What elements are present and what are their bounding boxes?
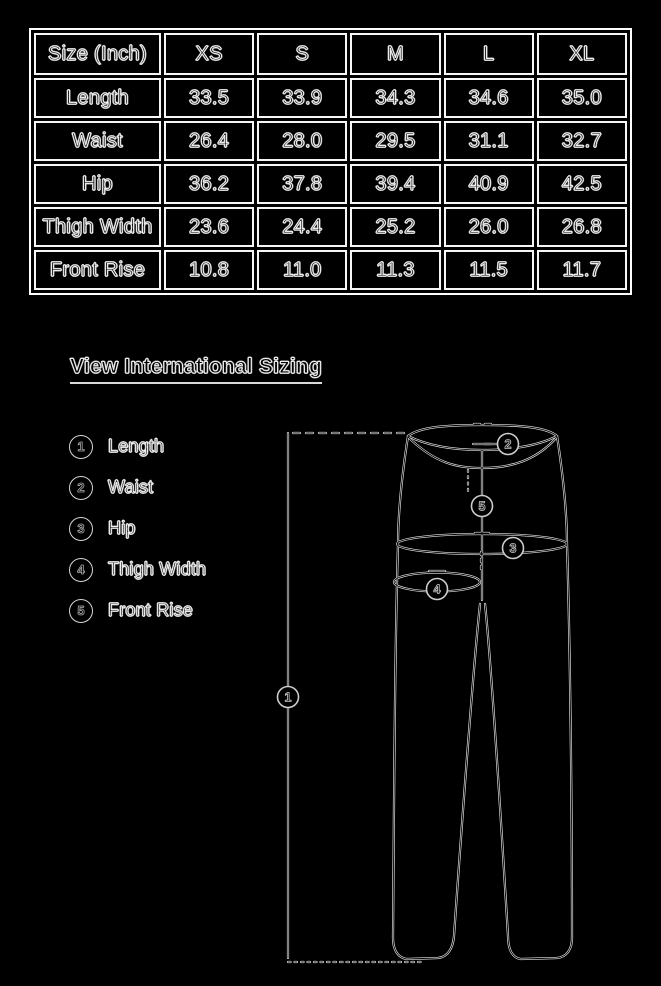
size-value-cell: 31.1 xyxy=(444,121,534,161)
size-value-cell: 34.6 xyxy=(444,78,534,118)
size-value-cell: 33.5 xyxy=(164,78,254,118)
legend-number: 1 xyxy=(77,439,85,454)
diagram-marker-hip xyxy=(503,538,524,559)
size-value-cell: 28.0 xyxy=(257,121,347,161)
size-value-cell: 24.4 xyxy=(257,207,347,247)
size-value-cell: 26.4 xyxy=(164,121,254,161)
marker-number: 1 xyxy=(284,690,292,705)
legend-number: 2 xyxy=(77,480,85,495)
size-value-cell: 37.8 xyxy=(257,164,347,204)
size-value-cell: 32.7 xyxy=(537,121,627,161)
legend-number: 4 xyxy=(77,562,85,577)
size-value-cell: 11.3 xyxy=(350,250,440,290)
legend-label: Hip xyxy=(108,518,136,538)
size-value-cell: 35.0 xyxy=(537,78,627,118)
measurement-label-cell: Hip xyxy=(34,164,161,204)
size-value-cell: 23.6 xyxy=(164,207,254,247)
size-value-cell: 33.9 xyxy=(257,78,347,118)
size-value-cell: 11.7 xyxy=(537,250,627,290)
diagram-marker-thigh-width xyxy=(427,579,448,600)
marker-number: 2 xyxy=(504,437,512,452)
size-value-cell: 42.5 xyxy=(537,164,627,204)
legend-number: 3 xyxy=(77,521,85,536)
size-table-column-header: S xyxy=(257,33,347,75)
size-value-cell: 11.5 xyxy=(444,250,534,290)
size-value-cell: 40.9 xyxy=(444,164,534,204)
size-table-column-header: L xyxy=(444,33,534,75)
measurement-label-cell: Waist xyxy=(34,121,161,161)
size-value-cell: 11.0 xyxy=(257,250,347,290)
size-value-cell: 25.2 xyxy=(350,207,440,247)
legend-label: Length xyxy=(108,436,165,456)
legend-label: Thigh Width xyxy=(108,559,207,579)
measurement-label-cell: Length xyxy=(34,78,161,118)
legend-label: Front Rise xyxy=(108,600,194,620)
size-value-cell: 39.4 xyxy=(350,164,440,204)
diagram-marker-front-rise xyxy=(472,496,493,517)
measurement-label-cell: Front Rise xyxy=(34,250,161,290)
legend-label: Waist xyxy=(108,477,154,497)
size-value-cell: 36.2 xyxy=(164,164,254,204)
diagram-marker-length xyxy=(278,687,299,708)
measurement-label-cell: Thigh Width xyxy=(34,207,161,247)
size-value-cell: 10.8 xyxy=(164,250,254,290)
pants-outline xyxy=(288,424,572,962)
size-value-cell: 26.0 xyxy=(444,207,534,247)
marker-number: 3 xyxy=(509,541,517,556)
view-international-sizing-link[interactable]: View International Sizing xyxy=(70,355,322,384)
size-value-cell: 29.5 xyxy=(350,121,440,161)
size-table-column-header: XS xyxy=(164,33,254,75)
size-table-corner-header: Size (Inch) xyxy=(34,33,161,75)
size-value-cell: 26.8 xyxy=(537,207,627,247)
size-table-column-header: XL xyxy=(537,33,627,75)
size-table-column-header: M xyxy=(350,33,440,75)
pants-outline xyxy=(288,424,572,962)
size-value-cell: 34.3 xyxy=(350,78,440,118)
legend-number: 5 xyxy=(77,603,85,618)
marker-number: 4 xyxy=(433,582,441,597)
diagram-marker-waist xyxy=(498,434,519,455)
marker-number: 5 xyxy=(478,499,486,514)
